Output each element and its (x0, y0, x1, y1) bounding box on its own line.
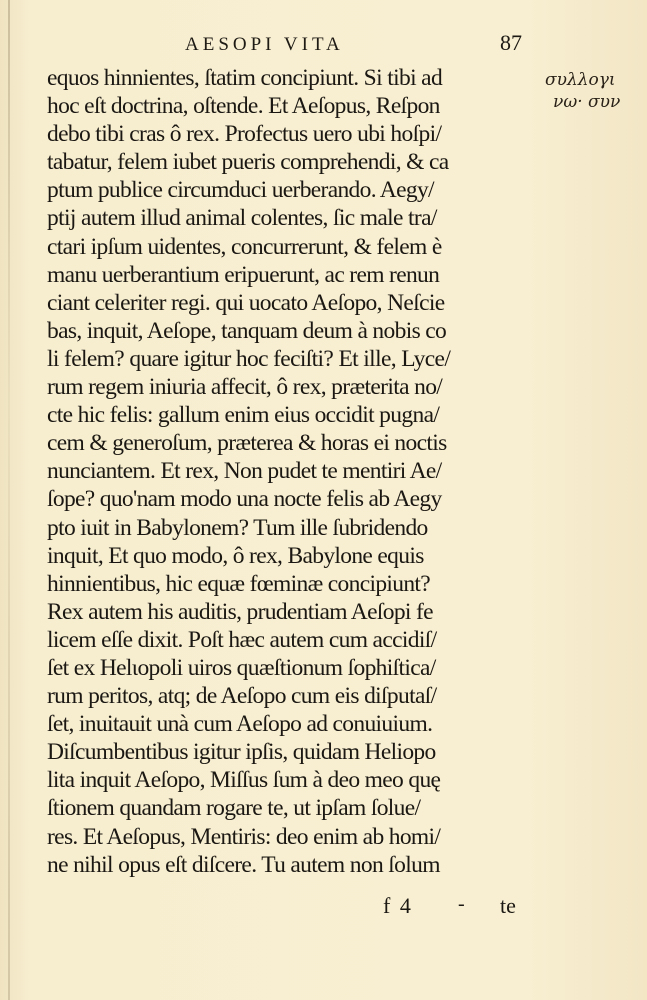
text-line: ctari ipſum uidentes, concurrerunt, & felem è (47, 233, 442, 260)
text-line: bas, inquit, Aeſope, tanquam deum à nobis co (47, 317, 447, 344)
text-line: licem eſſe dixit. Poſt hæc autem cum accidiſ/ (47, 626, 437, 653)
text-line: debo tibi cras ô rex. Profectus uero ubi hoſpi/ (47, 121, 442, 148)
text-line: rum regem iniuria affecit, ô rex, præterita no/ (47, 374, 443, 401)
text-line: Rex autem his auditis, prudentiam Aeſopi fe (47, 598, 433, 625)
catchword-dash: - (458, 893, 465, 915)
marginal-annotation: νω· συν (553, 92, 621, 112)
page-number: 87 (500, 30, 522, 55)
text-line: ne nihil opus eſt diſcere. Tu autem non ſolum (47, 851, 440, 878)
text-line: equos hinnientes, ſtatim concipiunt. Si tibi ad (47, 65, 443, 91)
text-line: hoc eſt doctrina, oſtende. Et Aeſopus, Reſpon (47, 93, 440, 120)
signature-mark: f 4 (383, 893, 413, 918)
running-head: AESOPI VITA (185, 34, 344, 55)
marginal-annotation: συλλογι (545, 70, 616, 90)
text-line: ciant celeriter regi. qui uocato Aeſopo, Neſcie (47, 289, 445, 316)
text-line: ſtionem quandam rogare te, ut ipſam ſolue/ (47, 795, 421, 822)
text-line: ſet ex Helιopoli uiros quæſtionum ſophiſtica/ (47, 654, 436, 681)
gutter-shadow (8, 0, 10, 1000)
text-line: ſet, inuitauit unà cum Aeſopo ad conuiuium. (47, 711, 433, 738)
text-line: Diſcumbentibus igitur ipſis, quidam Heliopo (47, 739, 436, 766)
text-line: res. Et Aeſopus, Mentiris: deo enim ab homi/ (47, 823, 441, 850)
text-line: nunciantem. Et rex, Non pudet te mentiri Ae/ (47, 458, 442, 485)
text-line: li felem? quare igitur hoc feciſti? Et ille, Lyce/ (47, 345, 451, 372)
text-line: cem & generoſum, præterea & horas ei noctis (47, 430, 447, 457)
text-line: inquit, Et quo modo, ô rex, Babylone equis (47, 542, 424, 569)
text-line: ſope? quo'nam modo una nocte felis ab Aegy (47, 486, 442, 513)
body-text (47, 64, 532, 879)
text-line: ptum publice circumduci uerberando. Aegy/ (47, 177, 434, 204)
text-line: cte hic felis: gallum enim eius occidit pugna/ (47, 402, 440, 429)
catchword: te (500, 893, 516, 918)
text-line: rum peritos, atq; de Aeſopo cum eis diſputaſ/ (47, 683, 437, 710)
text-line: tabatur, felem iubet pueris comprehendi, & ca (47, 149, 449, 176)
text-line: ptij autem illud animal colentes, ſic male tra/ (47, 205, 437, 232)
text-line: lita inquit Aeſopo, Miſſus ſum à deo meo quę (47, 767, 441, 794)
text-line: pto iuit in Babylonem? Tum ille ſubridendo (47, 514, 428, 541)
text-line: hinnientibus, hic equæ fœminæ concipiunt? (47, 570, 431, 597)
text-line: manu uerberantium eripuerunt, ac rem renun (47, 261, 440, 288)
